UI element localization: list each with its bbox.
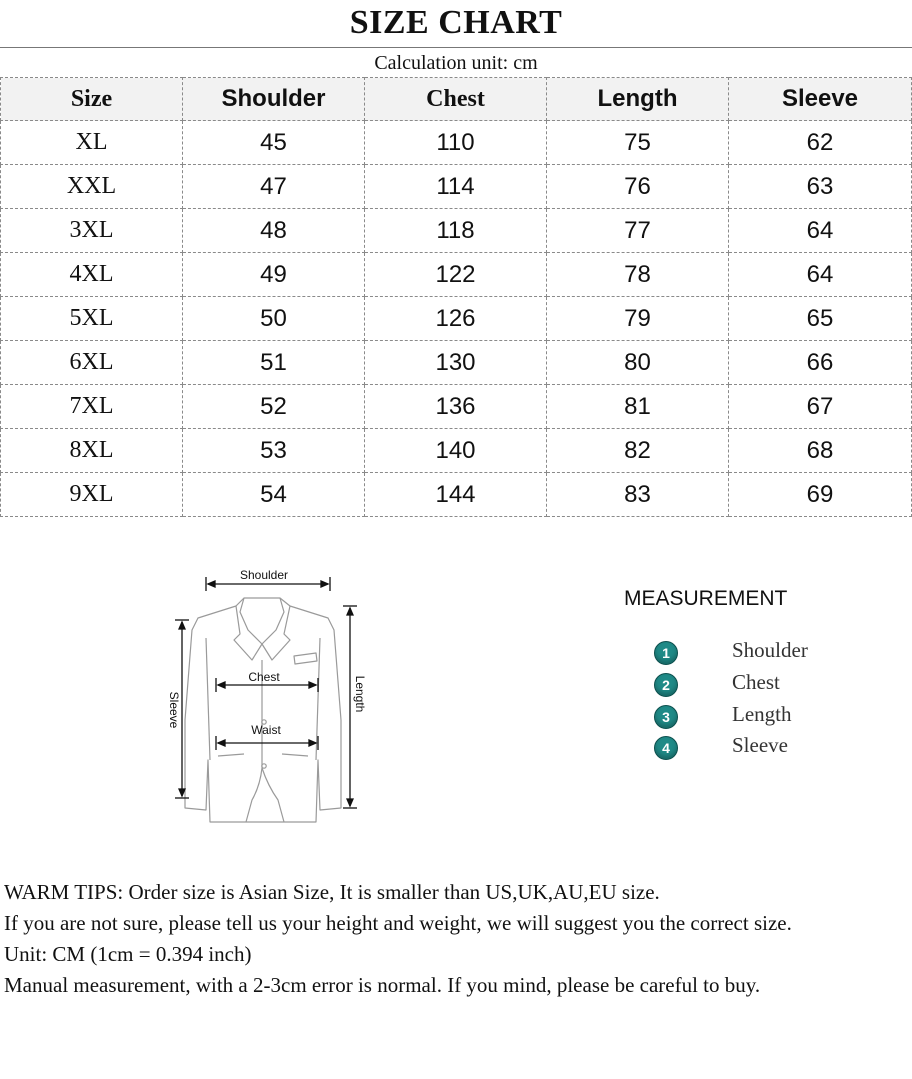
cell-chest: 144: [365, 473, 547, 517]
header-size: Size: [1, 78, 183, 121]
page-title: SIZE CHART: [349, 4, 563, 41]
table-row: [1, 297, 912, 341]
cell-size: XXL: [1, 165, 183, 209]
cell-sleeve: 62: [729, 121, 912, 165]
table-row: [1, 473, 912, 517]
diagram-label-shoulder: Shoulder: [239, 568, 289, 582]
cell-size: XL: [1, 121, 183, 165]
cell-size: 5XL: [1, 297, 183, 341]
cell-chest: 114: [365, 165, 547, 209]
size-table: [0, 77, 912, 517]
table-row: [1, 121, 912, 165]
table-row: [1, 165, 912, 209]
tip-line: Manual measurement, with a 2-3cm error is normal. If you mind, please be careful to buy.: [4, 973, 761, 997]
number-badge-icon: 3: [654, 705, 678, 729]
jacket-measurement-diagram: [148, 560, 380, 832]
table-row: [1, 429, 912, 473]
cell-size: 9XL: [1, 473, 183, 517]
measurement-title: MEASUREMENT: [624, 587, 788, 610]
table-row: [1, 253, 912, 297]
cell-length: 78: [547, 253, 729, 297]
cell-size: 6XL: [1, 341, 183, 385]
cell-chest: 140: [365, 429, 547, 473]
table-header-row: [1, 78, 912, 121]
cell-chest: 110: [365, 121, 547, 165]
cell-length: 76: [547, 165, 729, 209]
cell-sleeve: 69: [729, 473, 912, 517]
cell-sleeve: 66: [729, 341, 912, 385]
cell-shoulder: 52: [183, 385, 365, 429]
cell-length: 82: [547, 429, 729, 473]
diagram-label-waist: Waist: [251, 723, 281, 737]
cell-shoulder: 45: [183, 121, 365, 165]
table-row: [1, 385, 912, 429]
cell-chest: 122: [365, 253, 547, 297]
cell-shoulder: 53: [183, 429, 365, 473]
diagram-label-length: Length: [353, 675, 367, 713]
table-row: [1, 209, 912, 253]
cell-shoulder: 49: [183, 253, 365, 297]
header-length: Length: [547, 78, 729, 121]
warm-tips: [4, 877, 792, 1001]
tip-line: WARM TIPS: Order size is Asian Size, It is smaller than US,UK,AU,EU size.: [4, 880, 660, 904]
cell-sleeve: 64: [729, 253, 912, 297]
cell-shoulder: 47: [183, 165, 365, 209]
table-row: [1, 341, 912, 385]
cell-chest: 136: [365, 385, 547, 429]
header-shoulder: Shoulder: [183, 78, 365, 121]
unit-caption: Calculation unit: cm: [374, 52, 538, 74]
measurement-label: Chest: [732, 670, 780, 694]
cell-size: 7XL: [1, 385, 183, 429]
cell-shoulder: 50: [183, 297, 365, 341]
cell-size: 4XL: [1, 253, 183, 297]
cell-length: 77: [547, 209, 729, 253]
cell-chest: 126: [365, 297, 547, 341]
cell-shoulder: 54: [183, 473, 365, 517]
number-badge-icon: 2: [654, 673, 678, 697]
cell-length: 75: [547, 121, 729, 165]
cell-sleeve: 65: [729, 297, 912, 341]
measurement-label: Shoulder: [732, 638, 808, 662]
number-badge-icon: 1: [654, 641, 678, 665]
cell-shoulder: 51: [183, 341, 365, 385]
cell-sleeve: 67: [729, 385, 912, 429]
cell-chest: 118: [365, 209, 547, 253]
tip-line: Unit: CM (1cm = 0.394 inch): [4, 942, 252, 966]
cell-sleeve: 68: [729, 429, 912, 473]
cell-length: 80: [547, 341, 729, 385]
cell-chest: 130: [365, 341, 547, 385]
header-sleeve: Sleeve: [729, 78, 912, 121]
cell-length: 81: [547, 385, 729, 429]
cell-size: 3XL: [1, 209, 183, 253]
cell-size: 8XL: [1, 429, 183, 473]
cell-sleeve: 64: [729, 209, 912, 253]
measurement-label: Length: [732, 702, 792, 726]
cell-length: 79: [547, 297, 729, 341]
cell-shoulder: 48: [183, 209, 365, 253]
diagram-label-sleeve: Sleeve: [167, 691, 181, 729]
diagram-label-chest: Chest: [248, 670, 280, 684]
tip-line: If you are not sure, please tell us your height and weight, we will suggest you the correct size.: [4, 911, 792, 935]
title-divider: [0, 47, 912, 48]
cell-sleeve: 63: [729, 165, 912, 209]
measurement-label: Sleeve: [732, 733, 788, 757]
number-badge-icon: 4: [654, 736, 678, 760]
header-chest: Chest: [365, 78, 547, 121]
cell-length: 83: [547, 473, 729, 517]
